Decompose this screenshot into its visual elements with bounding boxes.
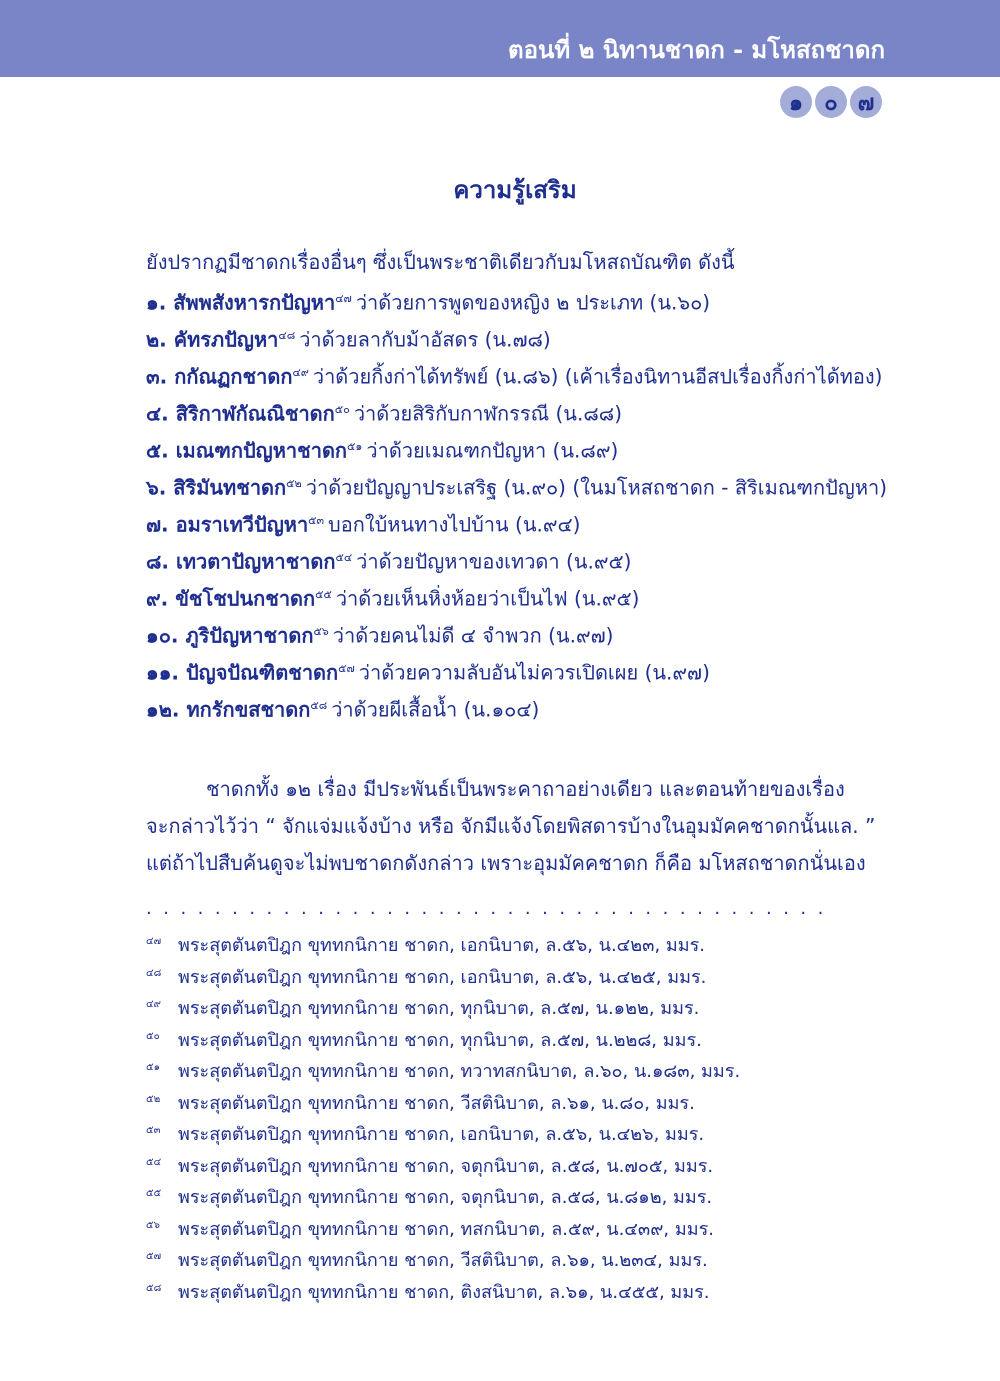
footnote-number: ๕๒ bbox=[146, 1093, 161, 1105]
footnote-ref: ๕๗ bbox=[338, 662, 355, 675]
section-title: ความรู้เสริม bbox=[453, 176, 577, 204]
footnote-number: ๕๖ bbox=[146, 1219, 160, 1231]
story-name: ๑๐. ภูริปัญหาชาดก bbox=[146, 623, 314, 648]
footnote bbox=[146, 991, 740, 1023]
footnote-number: ๕๘ bbox=[146, 1282, 162, 1294]
footnote-ref: ๕๔ bbox=[335, 551, 353, 564]
story-name: ๓. กกัณฏกชาดก bbox=[146, 364, 293, 389]
footnote-text: พระสุตตันตปิฎก ขุททกนิกาย ชาดก, วีสตินิบาต, ล.๖๑, น.๘๐, มมร. bbox=[178, 1092, 695, 1114]
footnote-list bbox=[146, 928, 740, 1306]
footnote bbox=[146, 1023, 740, 1055]
story-item bbox=[146, 617, 887, 654]
story-item bbox=[146, 358, 887, 395]
footnote-ref: ๕๕ bbox=[315, 588, 332, 601]
summary-line: ชาดกทั้ง ๑๒ เรื่อง มีประพันธ์เป็นพระคาถาอย่างเดียว และตอนท้ายของเรื่อง bbox=[206, 777, 845, 801]
footnote bbox=[146, 928, 740, 960]
summary-line: จะกล่าวไว้ว่า “ จักแจ่มแจ้งบ้าง หรือ จักมีแจ้งโดยพิสดารบ้างในอุมมัคคชาดกนั้นแล. ” bbox=[146, 814, 876, 838]
footnote-number: ๕๔ bbox=[146, 1156, 162, 1168]
footnote-ref: ๕๓ bbox=[308, 514, 325, 527]
story-item bbox=[146, 543, 887, 580]
story-name: ๙. ขัชโชปนกชาดก bbox=[146, 586, 316, 611]
footnote-number: ๔๘ bbox=[146, 967, 162, 979]
story-description: ว่าด้วยเห็นหิ่งห้อยว่าเป็นไฟ (น.๙๕) bbox=[335, 586, 640, 611]
story-name: ๖. สิริมันทชาดก bbox=[146, 475, 287, 500]
story-description: ว่าด้วยกิ้งก่าได้ทรัพย์ (น.๘๖) (เค้าเรื่องนิทานอีสปเรื่องกิ้งก่าได้ทอง) bbox=[312, 364, 883, 389]
footnote-ref: ๔๘ bbox=[278, 329, 296, 342]
page-number bbox=[780, 86, 882, 118]
footnote-ref: ๔๙ bbox=[292, 366, 309, 379]
footnote bbox=[146, 1117, 740, 1149]
story-list bbox=[146, 284, 887, 728]
footnote-text: พระสุตตันตปิฎก ขุททกนิกาย ชาดก, จตุกนิบาต, ล.๕๘, น.๘๑๒, มมร. bbox=[178, 1187, 713, 1208]
footnote-number: ๕๐ bbox=[146, 1030, 160, 1042]
footnote-text: พระสุตตันตปิฎก ขุททกนิกาย ชาดก, ทุกนิบาต, ล.๕๗, น.๑๒๒, มมร. bbox=[178, 998, 700, 1019]
story-description: ว่าด้วยการพูดของหญิง ๒ ประเภท (น.๖๐) bbox=[355, 290, 711, 315]
story-item bbox=[146, 691, 887, 728]
summary-paragraph bbox=[146, 774, 886, 885]
footnote-ref: ๕๖ bbox=[313, 625, 329, 638]
footnote bbox=[146, 1275, 740, 1307]
header-band bbox=[0, 0, 1000, 77]
footnote-text: พระสุตตันตปิฎก ขุททกนิกาย ชาดก, เอกนิบาต, ล.๕๖, น.๔๒๕, มมร. bbox=[178, 966, 707, 988]
footnote-text: พระสุตตันตปิฎก ขุททกนิกาย ชาดก, จตุกนิบาต, ล.๕๘, น.๗๐๕, มมร. bbox=[178, 1155, 714, 1177]
footnote-text: พระสุตตันตปิฎก ขุททกนิกาย ชาดก, ทวาทสกนิบาต, ล.๖๐, น.๑๘๓, มมร. bbox=[178, 1061, 741, 1082]
story-name: ๒. คัทรภปัญหา bbox=[146, 327, 279, 352]
footnote bbox=[146, 1243, 740, 1275]
footnote-text: พระสุตตันตปิฎก ขุททกนิกาย ชาดก, ติงสนิบาต, ล.๖๑, น.๔๕๕, มมร. bbox=[178, 1281, 710, 1303]
story-name: ๔. สิริกาฬกัณณิชาดก bbox=[146, 401, 335, 426]
page-digit: ๑ bbox=[780, 86, 812, 118]
story-name: ๑๒. ทกรักขสชาดก bbox=[146, 697, 311, 722]
story-description: ว่าด้วยคนไม่ดี ๔ จำพวก (น.๙๗) bbox=[332, 623, 614, 648]
footnote bbox=[146, 1054, 740, 1086]
story-description: ว่าด้วยสิริกับกาฬกรรณี (น.๘๘) bbox=[353, 401, 622, 426]
footnote-text: พระสุตตันตปิฎก ขุททกนิกาย ชาดก, วีสตินิบาต, ล.๖๑, น.๒๓๔, มมร. bbox=[178, 1250, 708, 1271]
footnote bbox=[146, 1149, 740, 1181]
page-digit: ๗ bbox=[850, 86, 882, 118]
story-description: ว่าด้วยปัญญาประเสริฐ (น.๙๐) (ในมโหสถชาดก - สิริเมณฑกปัญหา) bbox=[305, 475, 888, 500]
story-name: ๑๑. ปัญจปัณฑิตชาดก bbox=[146, 660, 339, 685]
footnote-number: ๔๙ bbox=[146, 999, 161, 1010]
story-name: ๗. อมราเทวีปัญหา bbox=[146, 512, 309, 537]
story-item bbox=[146, 506, 887, 543]
footnote-ref: ๕๑ bbox=[347, 440, 363, 453]
footnote-text: พระสุตตันตปิฎก ขุททกนิกาย ชาดก, ทุกนิบาต, ล.๕๗, น.๒๒๘, มมร. bbox=[178, 1029, 702, 1051]
footnote bbox=[146, 1212, 740, 1244]
chapter-title: ตอนที่ ๒ นิทานชาดก - มโหสถชาดก bbox=[507, 36, 885, 64]
footnote-number: ๔๗ bbox=[146, 936, 162, 947]
footnote-ref: ๕๘ bbox=[310, 699, 328, 712]
intro-paragraph: ยังปรากฏมีชาดกเรื่องอื่นๆ ซึ่งเป็นพระชาติเดียวกับมโหสถบัณฑิต ดังนี้ bbox=[146, 250, 735, 274]
story-name: ๕. เมณฑกปัญหาชาดก bbox=[146, 438, 348, 463]
footnote-text: พระสุตตันตปิฎก ขุททกนิกาย ชาดก, เอกนิบาต, ล.๕๖, น.๔๒๖, มมร. bbox=[178, 1124, 705, 1145]
footnote-number: ๕๑ bbox=[146, 1062, 160, 1073]
story-item bbox=[146, 321, 887, 358]
story-name: ๘. เทวตาปัญหาชาดก bbox=[146, 549, 336, 574]
footnote-text: พระสุตตันตปิฎก ขุททกนิกาย ชาดก, ทสกนิบาต, ล.๕๙, น.๔๓๙, มมร. bbox=[178, 1218, 714, 1240]
footnote bbox=[146, 960, 740, 992]
story-description: ว่าด้วยผีเสื้อน้ำ (น.๑๐๔) bbox=[331, 697, 540, 722]
story-description: ว่าด้วยลากับม้าอัสดร (น.๗๘) bbox=[299, 327, 551, 352]
footnote-ref: ๔๗ bbox=[335, 292, 352, 305]
footnote-ref: ๕๒ bbox=[286, 477, 302, 490]
story-item bbox=[146, 580, 887, 617]
footnote-ref: ๕๐ bbox=[334, 403, 350, 416]
footnote bbox=[146, 1086, 740, 1118]
footnote-number: ๕๗ bbox=[146, 1251, 162, 1262]
story-description: ว่าด้วยปัญหาของเทวดา (น.๙๕) bbox=[356, 549, 632, 574]
page-digit: ๐ bbox=[815, 86, 847, 118]
footnote-separator: ........................................ bbox=[146, 898, 835, 919]
story-item bbox=[146, 395, 887, 432]
footnote-number: ๕๓ bbox=[146, 1125, 161, 1136]
story-description: ว่าด้วยความลับอันไม่ควรเปิดเผย (น.๙๗) bbox=[358, 660, 710, 685]
footnote bbox=[146, 1180, 740, 1212]
story-item bbox=[146, 432, 887, 469]
story-item bbox=[146, 469, 887, 506]
story-name: ๑. สัพพสังหารกปัญหา bbox=[146, 290, 336, 315]
story-item bbox=[146, 284, 887, 321]
summary-line: แต่ถ้าไปสืบค้นดูจะไม่พบชาดกดังกล่าว เพราะอุมมัคคชาดก ก็คือ มโหสถชาดกนั่นเอง bbox=[146, 851, 866, 875]
footnote-number: ๕๕ bbox=[146, 1188, 162, 1199]
story-description: ว่าด้วยเมณฑกปัญหา (น.๘๙) bbox=[366, 438, 619, 463]
footnote-text: พระสุตตันตปิฎก ขุททกนิกาย ชาดก, เอกนิบาต, ล.๕๖, น.๔๒๓, มมร. bbox=[178, 935, 706, 956]
story-description: บอกใบ้หนทางไปบ้าน (น.๙๔) bbox=[328, 512, 581, 537]
story-item bbox=[146, 654, 887, 691]
